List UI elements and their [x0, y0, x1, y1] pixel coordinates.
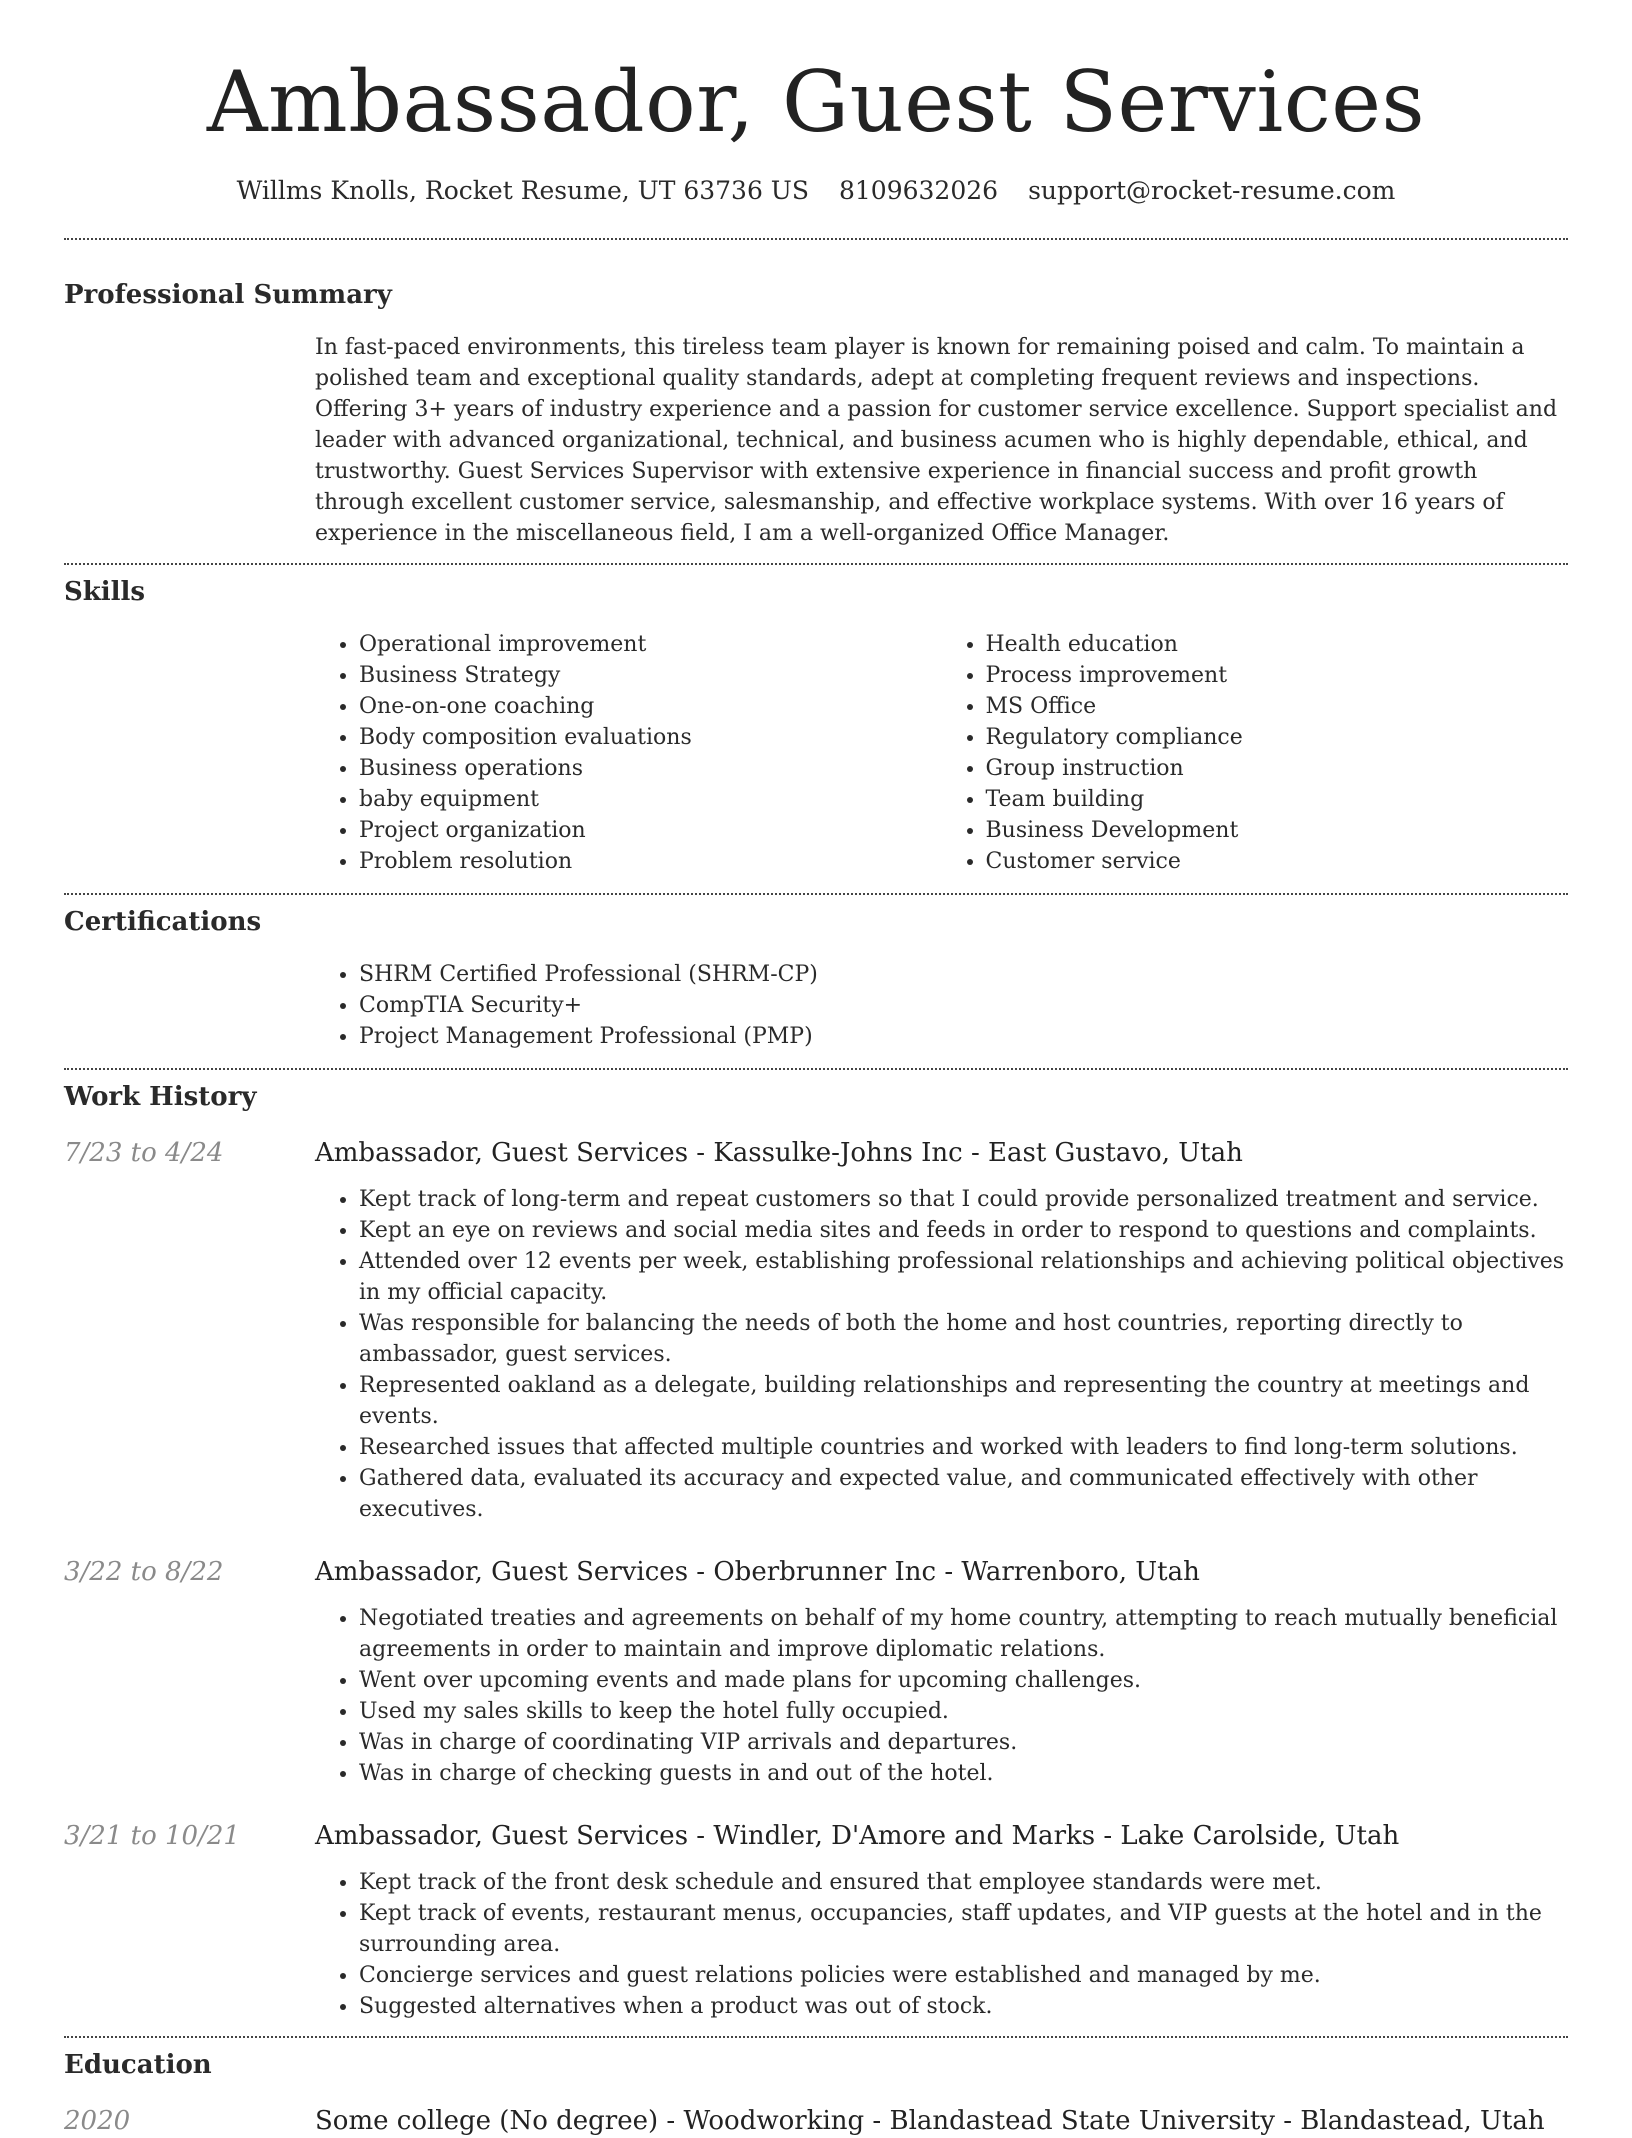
certifications-content: [315, 959, 1568, 1052]
section-title-education: Education: [64, 2050, 212, 2080]
job-bullet: • Went over upcoming events and made plans for upcoming challenges.: [359, 1665, 1568, 1696]
skill-item: • Customer service: [986, 846, 1569, 877]
skill-item: • Business Strategy: [359, 660, 942, 691]
resume-name: Ambassador, Guest Services: [206, 53, 1426, 151]
skill-item: • baby equipment: [359, 784, 942, 815]
contact-address: Willms Knolls, Rocket Resume, UT 63736 US: [236, 176, 809, 205]
skill-item: • One-on-one coaching: [359, 691, 942, 722]
skills-section: [64, 565, 1568, 877]
job-bullet: • Concierge services and guest relations policies were established and managed by me.: [359, 1960, 1568, 1991]
certification-item: • CompTIA Security+: [359, 990, 1568, 1021]
section-title-summary: Professional Summary: [64, 280, 392, 310]
certification-item: • Project Management Professional (PMP): [359, 1021, 1568, 1052]
skill-item: • Group instruction: [986, 753, 1569, 784]
job-bullet: • Suggested alternatives when a product was out of stock.: [359, 1991, 1568, 2022]
certifications-section: [64, 895, 1568, 1052]
summary-text: In fast-paced environments, this tireless team player is known for remaining poised and calm. To maintain a polished team and exceptional quality standards, adept at completing frequent reviews and inspections. Offering 3+ years of industry experience and a passion for customer service excellence. Support specialist and leader with advanced organizational, technical, and business acumen who is highly dependable, ethical, and trustworthy. Guest Services Supervisor with extensive experience in financial success and profit growth through excellent customer service, salesmanship, and effective workplace systems. With over 16 years of experience in the miscellaneous field, I am a well-organized Office Manager.: [315, 335, 1558, 546]
skill-item: • Business operations: [359, 753, 942, 784]
certifications-list: [315, 959, 1568, 1052]
contact-email: support@rocket-resume.com: [1028, 176, 1396, 205]
job-entry: [64, 1555, 1568, 1789]
job-bullet: • Was responsible for balancing the needs of both the home and host countries, reporting directly to ambassador, guest services.: [359, 1308, 1568, 1370]
job-title: Ambassador, Guest Services - Windler, D'Amore and Marks - Lake Carolside, Utah: [315, 1821, 1400, 1851]
job-bullet: • Attended over 12 events per week, establishing professional relationships and achieving political objectives in my official capacity.: [359, 1246, 1568, 1308]
skill-item: • Problem resolution: [359, 846, 942, 877]
job-bullet: • Used my sales skills to keep the hotel fully occupied.: [359, 1696, 1568, 1727]
skill-item: • Operational improvement: [359, 629, 942, 660]
contact-line: [64, 174, 1568, 208]
job-bullet: • Was in charge of checking guests in and out of the hotel.: [359, 1758, 1568, 1789]
skill-item: • Body composition evaluations: [359, 722, 942, 753]
job-bullet: • Kept an eye on reviews and social media sites and feeds in order to respond to questions and complaints.: [359, 1215, 1568, 1246]
skill-item: • Health education: [986, 629, 1569, 660]
job-entry: [64, 1819, 1568, 2022]
skill-item: • Process improvement: [986, 660, 1569, 691]
job-details: [315, 1603, 1568, 1789]
job-bullet: • Kept track of the front desk schedule and ensured that employee standards were met.: [359, 1867, 1568, 1898]
skills-grid: [315, 629, 1568, 877]
job-entry: [64, 1136, 1568, 1525]
summary-content: [315, 332, 1568, 549]
summary-section: [64, 240, 1568, 549]
education-section: [64, 2038, 1568, 2138]
job-bullet: • Gathered data, evaluated its accuracy and expected value, and communicated effectively with other executives.: [359, 1463, 1568, 1525]
skill-item: • Regulatory compliance: [986, 722, 1569, 753]
section-title-skills: Skills: [64, 577, 146, 607]
resume-page: [64, 0, 1568, 2138]
skill-item: • Team building: [986, 784, 1569, 815]
education-title: Some college (No degree) - Woodworking - Blandastead State University - Blandastead, Utah: [315, 2106, 1545, 2136]
job-bullets: [315, 1867, 1568, 2022]
job-bullets: [315, 1184, 1568, 1525]
certification-item: • SHRM Certified Professional (SHRM-CP): [359, 959, 1568, 990]
job-details: [315, 1867, 1568, 2022]
skills-list-right: [942, 629, 1569, 877]
work-history-section: [64, 1070, 1568, 2022]
job-title: Ambassador, Guest Services - Kassulke-Johns Inc - East Gustavo, Utah: [315, 1138, 1243, 1168]
job-title: Ambassador, Guest Services - Oberbrunner Inc - Warrenboro, Utah: [315, 1557, 1200, 1587]
skill-item: • Project organization: [359, 815, 942, 846]
job-date: 3/22 to 8/22: [64, 1557, 224, 1587]
job-details: [315, 1184, 1568, 1525]
job-bullet: • Kept track of events, restaurant menus, occupancies, staff updates, and VIP guests at the hotel and in the surrounding area.: [359, 1898, 1568, 1960]
skill-item: • MS Office: [986, 691, 1569, 722]
section-title-certifications: Certifications: [64, 907, 262, 937]
skill-item: • Business Development: [986, 815, 1569, 846]
job-bullets: [315, 1603, 1568, 1789]
contact-phone: 8109632026: [839, 176, 999, 205]
education-entry: [64, 2104, 1568, 2138]
job-bullet: • Negotiated treaties and agreements on behalf of my home country, attempting to reach mutually beneficial agreements in order to maintain and improve diplomatic relations.: [359, 1603, 1568, 1665]
job-bullet: • Represented oakland as a delegate, building relationships and representing the country at meetings and events.: [359, 1370, 1568, 1432]
job-bullet: • Was in charge of coordinating VIP arrivals and departures.: [359, 1727, 1568, 1758]
education-date: 2020: [64, 2106, 131, 2136]
skills-list-left: [315, 629, 942, 877]
job-bullet: • Researched issues that affected multiple countries and worked with leaders to find long-term solutions.: [359, 1432, 1568, 1463]
section-title-work-history: Work History: [64, 1082, 257, 1112]
job-bullet: • Kept track of long-term and repeat customers so that I could provide personalized treatment and service.: [359, 1184, 1568, 1215]
job-date: 3/21 to 10/21: [64, 1821, 240, 1851]
job-date: 7/23 to 4/24: [64, 1138, 224, 1168]
